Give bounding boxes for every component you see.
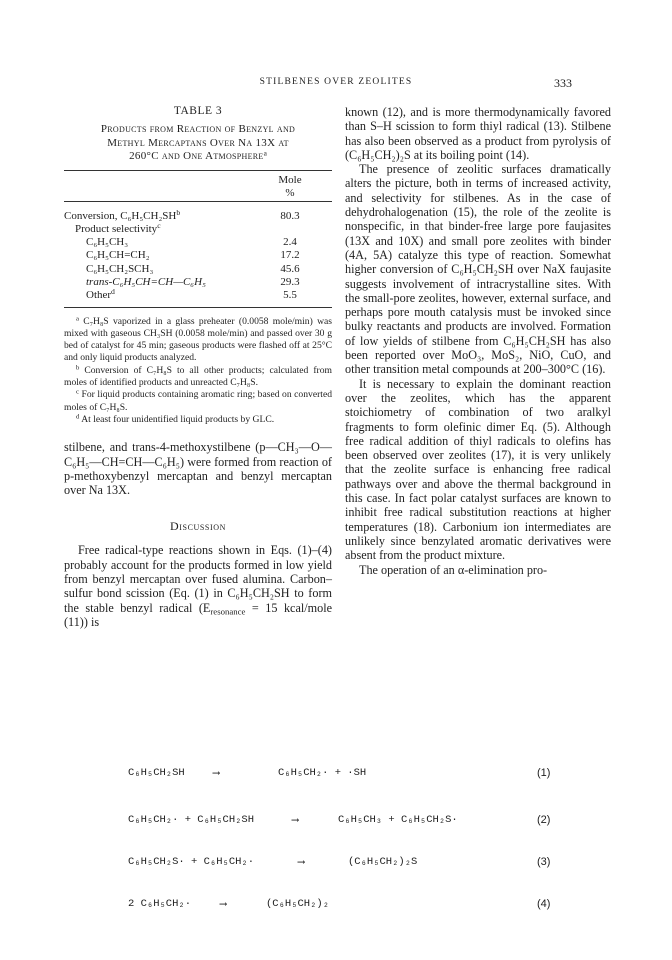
page-header <box>0 77 672 91</box>
reaction-arrow-icon: ⟶ <box>213 768 220 780</box>
footnote-mark: c <box>157 220 161 230</box>
right-column <box>345 105 611 577</box>
body-paragraph: The presence of zeolitic surfaces dramatically alters the picture, both in terms of increased activity, and selectivity for stilbenes. As in the case of dehydrohalogenation (15), the role of the zeolite is nonspecific, in that binder-free large pore faujasites (13X and 10X) and small pore zeolites with binder (4A, 5A) catalyze this type of reaction. Somewhat higher conversion of C₆H₅CH₂SH over NaX faujasite suggests involvement of intracrystalline sites. With the small-pore zeolites, however, external surface, and perhaps pore mouth catalysis must be invoked since bulky reactants and products are involved. Formation of low yields of stilbene from C₆H₅CH₂SH has also been reported over MoO₃, MoS₂, NiO, CuO, and other transition metal compounds at 200–300°C (16). <box>345 162 611 377</box>
table-title-line: Methyl Mercaptans Over Na 13X at <box>107 136 289 149</box>
table-row-value: 45.6 <box>280 262 300 275</box>
footnote-mark: b <box>76 364 80 372</box>
table-column-header-line: Mole <box>278 173 302 186</box>
equation-rhs: (C₆H₅CH₂)₂ <box>266 898 330 910</box>
table-row-value: 80.3 <box>280 209 300 222</box>
table-header-row <box>64 171 332 201</box>
footnote-text: At least four unidentified liquid products by GLC. <box>79 413 275 425</box>
table-column-header <box>248 174 332 201</box>
footnote-text: Conversion of C₇H₈S to all other products; calculated from moles of identified products and unreacted C₇H₈S. <box>64 364 332 389</box>
table-row-label <box>64 249 248 262</box>
table-row <box>64 276 332 289</box>
row-label-text: Conversion, C₆H₅CH₂SH <box>64 209 177 222</box>
paragraph-text: Free radical-type reactions shown in Eqs. (1)–(4) probably account for the products formed in low yield from benzyl mercaptan over fused alumina. Carbon–sulfur bond scission (Eq. (1) in C₆H₅CH₂SH to form the stable benzyl radical (E <box>64 543 332 615</box>
paragraph-text: = 15 kcal/mole (11)) is <box>64 600 332 629</box>
body-paragraph: known (12), and is more thermodynamically favored than S–H scission to form thiyl radical (13). Stilbene has also been observed as a product from pyrolysis of (C₆H₅CH₂)₂S at its boiling point (14). <box>345 105 611 162</box>
footnote-mark: d <box>111 287 115 297</box>
table-row <box>64 236 332 249</box>
equation-lhs: 2 C₆H₅CH₂· <box>128 898 192 910</box>
reaction-arrow-icon: ⟶ <box>220 899 227 911</box>
section-heading: Discussion <box>169 519 226 534</box>
table-row-value <box>248 223 332 236</box>
equation-lhs: C₆H₅CH₂SH <box>128 767 185 779</box>
equation-rhs: (C₆H₅CH₂)₂S <box>348 856 418 868</box>
table-row-label <box>64 289 248 302</box>
reaction-arrow-icon: ⟶ <box>292 815 299 827</box>
table-row-value: 17.2 <box>280 249 300 262</box>
equation-1 <box>0 767 672 783</box>
footnote-mark: a <box>76 315 79 323</box>
table-footnote <box>64 365 332 390</box>
body-paragraph: It is necessary to explain the dominant reaction over the zeolites, which has the apparent stoichiometry of combination of two aralkyl fragments to form olefinic dimer Eq. (5). Although free radical addition of thiyl radicals to olefins has been observed over zeolites (17), it is very unlikely that the zeolite surface is enhancing free radical pathways over and above the thermal background in this case. In fact polar catalyst surfaces are known to inhibit free radical substitution reactions at higher temperatures (18). Carbonium ion intermediates are unlikely since benzylated aromatic derivatives were absent from the product mixture. <box>345 376 611 563</box>
table-row-value: 29.3 <box>280 275 300 288</box>
table-row <box>64 220 332 236</box>
footnote-text: For liquid products containing aromatic ring; based on converted moles of C₇H₈S. <box>64 389 332 413</box>
subscript-text: resonance <box>210 606 246 617</box>
row-label-text: C₆H₅CH=CH₂ <box>86 249 150 262</box>
left-column <box>64 105 332 629</box>
table-row-label <box>64 207 248 223</box>
table-row-label <box>64 276 248 289</box>
table-row-label <box>64 236 248 249</box>
footnote-text: C₇H₈S vaporized in a glass preheater (0.0058 mole/min) was mixed with gaseous CH₃SH (0.0058 mole/min) and passed over 30 g bed of catalyst for 45 min; gaseous products were flashed off at 25°C and only liquid products analyzed. <box>64 315 332 364</box>
equation-2 <box>0 814 672 830</box>
body-paragraph: The operation of an α-elimination pro- <box>359 562 548 577</box>
table-footnote <box>64 389 332 414</box>
table-column-header-line: % <box>285 186 295 199</box>
equation-4 <box>0 898 672 914</box>
table-footnote <box>64 414 332 426</box>
footnote-mark: d <box>76 413 80 421</box>
row-label-text: C₆H₅CH₂SCH₃ <box>86 262 154 275</box>
equation-lhs: C₆H₅CH₂· + C₆H₅CH₂SH <box>128 814 255 826</box>
table-title-line: 260°C and One Atmosphere <box>129 150 264 162</box>
table-label: TABLE 3 <box>173 105 223 117</box>
equation-rhs: C₆H₅CH₃ + C₆H₅CH₂S· <box>338 814 458 826</box>
table-header-blank <box>64 174 248 201</box>
reaction-arrow-icon: ⟶ <box>298 857 305 869</box>
table-footnotes <box>64 316 332 427</box>
footnote-mark: b <box>176 207 181 217</box>
table-title-line: Products from Reaction of Benzyl and <box>100 123 296 135</box>
equation-3 <box>0 856 672 872</box>
body-paragraph: stilbene, and trans-4-methoxystilbene (p—CH₃—O—C₆H₅—CH=CH—C₆H₅) were formed from reaction of p-methoxybenzyl mercaptan and benzyl mercaptan over Na 13X. <box>64 440 332 498</box>
equation-number: (1) <box>537 767 551 779</box>
table-row-value: 2.4 <box>283 236 297 249</box>
row-label-text: trans-C₆H₅CH=CH—C₆H₅ <box>86 275 206 288</box>
table-body <box>64 202 332 307</box>
equation-lhs: C₆H₅CH₂S· + C₆H₅CH₂· <box>128 856 255 868</box>
page-number: 333 <box>554 76 572 90</box>
table-row-label <box>75 220 248 236</box>
body-paragraph <box>64 543 332 629</box>
table-title-footnote-mark: a <box>263 148 267 158</box>
table-title-line-3 <box>64 150 332 164</box>
table-footnote <box>64 316 332 365</box>
equation-number: (2) <box>537 814 551 826</box>
equation-number: (3) <box>537 856 551 868</box>
table-row-value: 5.5 <box>283 289 297 302</box>
table-title <box>64 123 332 164</box>
table-row <box>64 249 332 262</box>
equation-number: (4) <box>537 898 551 910</box>
table-row <box>64 289 332 302</box>
table-row <box>64 207 332 223</box>
table-row-label <box>64 263 248 276</box>
running-head: STILBENES OVER ZEOLITES <box>259 77 413 87</box>
table-row <box>64 263 332 276</box>
row-label-text: Product selectivity <box>75 222 158 235</box>
row-label-text: Other <box>86 289 112 302</box>
row-label-text: C₆H₅CH₃ <box>86 236 129 249</box>
table-bottom-rule <box>64 307 332 308</box>
equation-rhs: C₆H₅CH₂· + ·SH <box>278 767 367 779</box>
footnote-mark: c <box>76 389 79 396</box>
